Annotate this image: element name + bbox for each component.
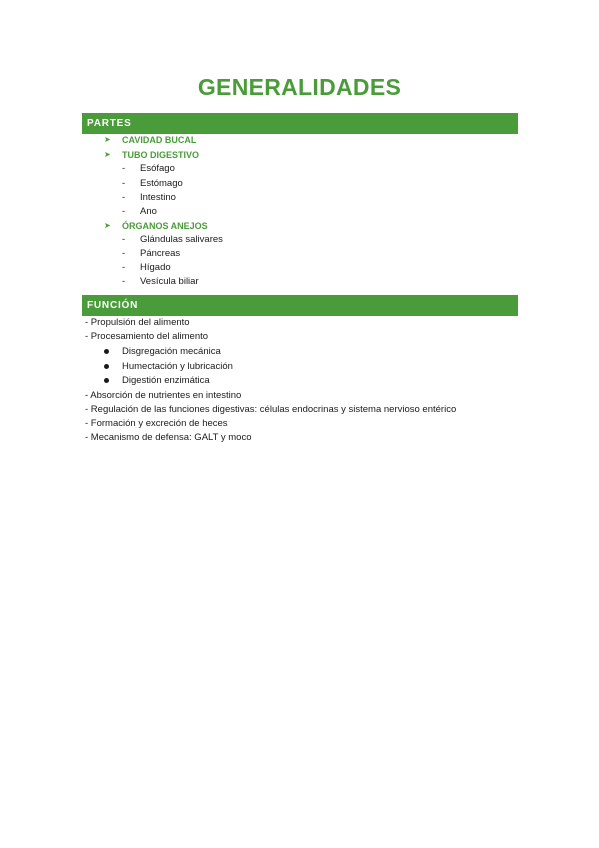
dash-bullet: - — [122, 262, 126, 273]
list-item: Estómago — [140, 178, 183, 189]
dash-bullet: - — [122, 248, 126, 259]
page-title: GENERALIDADES — [197, 74, 402, 100]
section-header-partes: PARTES — [82, 113, 518, 134]
list-item: Páncreas — [140, 248, 181, 259]
bullet-dot-icon — [104, 364, 109, 369]
list-item: - Absorción de nutrientes en intestino — [85, 390, 242, 401]
list-item: - Procesamiento del alimento — [85, 331, 209, 342]
list-item-cavidad-bucal: CAVIDAD BUCAL — [122, 135, 197, 145]
bullet-dot-icon — [104, 378, 109, 383]
bullet-dot-icon — [104, 349, 109, 354]
section-header-funcion: FUNCIÓN — [82, 295, 518, 316]
list-item: - Formación y excreción de heces — [85, 418, 228, 429]
list-item: Vesícula biliar — [140, 276, 199, 287]
list-item: Humectación y lubricación — [122, 361, 233, 372]
list-item-tubo-digestivo: TUBO DIGESTIVO — [122, 150, 200, 160]
list-item: Hígado — [140, 262, 171, 273]
list-item: - Mecanismo de defensa: GALT y moco — [85, 432, 252, 443]
dash-bullet: - — [122, 276, 126, 287]
dash-bullet: - — [122, 178, 126, 189]
list-item: Digestión enzimática — [122, 375, 210, 386]
dash-bullet: - — [122, 163, 126, 174]
list-item: Intestino — [140, 192, 176, 203]
arrow-bullet-icon: ➤ — [104, 150, 111, 159]
list-item-organos-anejos: ÓRGANOS ANEJOS — [122, 221, 208, 231]
list-item: - Regulación de las funciones digestivas: células endocrinas y sistema nervioso entérico — [85, 404, 457, 415]
arrow-bullet-icon: ➤ — [104, 221, 111, 230]
list-item: - Propulsión del alimento — [85, 317, 190, 328]
list-item: Ano — [140, 206, 157, 217]
dash-bullet: - — [122, 192, 126, 203]
dash-bullet: - — [122, 234, 126, 245]
list-item: Glándulas salivares — [140, 234, 223, 245]
list-item: Disgregación mecánica — [122, 346, 221, 357]
arrow-bullet-icon: ➤ — [104, 135, 111, 144]
list-item: Esófago — [140, 163, 175, 174]
dash-bullet: - — [122, 206, 126, 217]
